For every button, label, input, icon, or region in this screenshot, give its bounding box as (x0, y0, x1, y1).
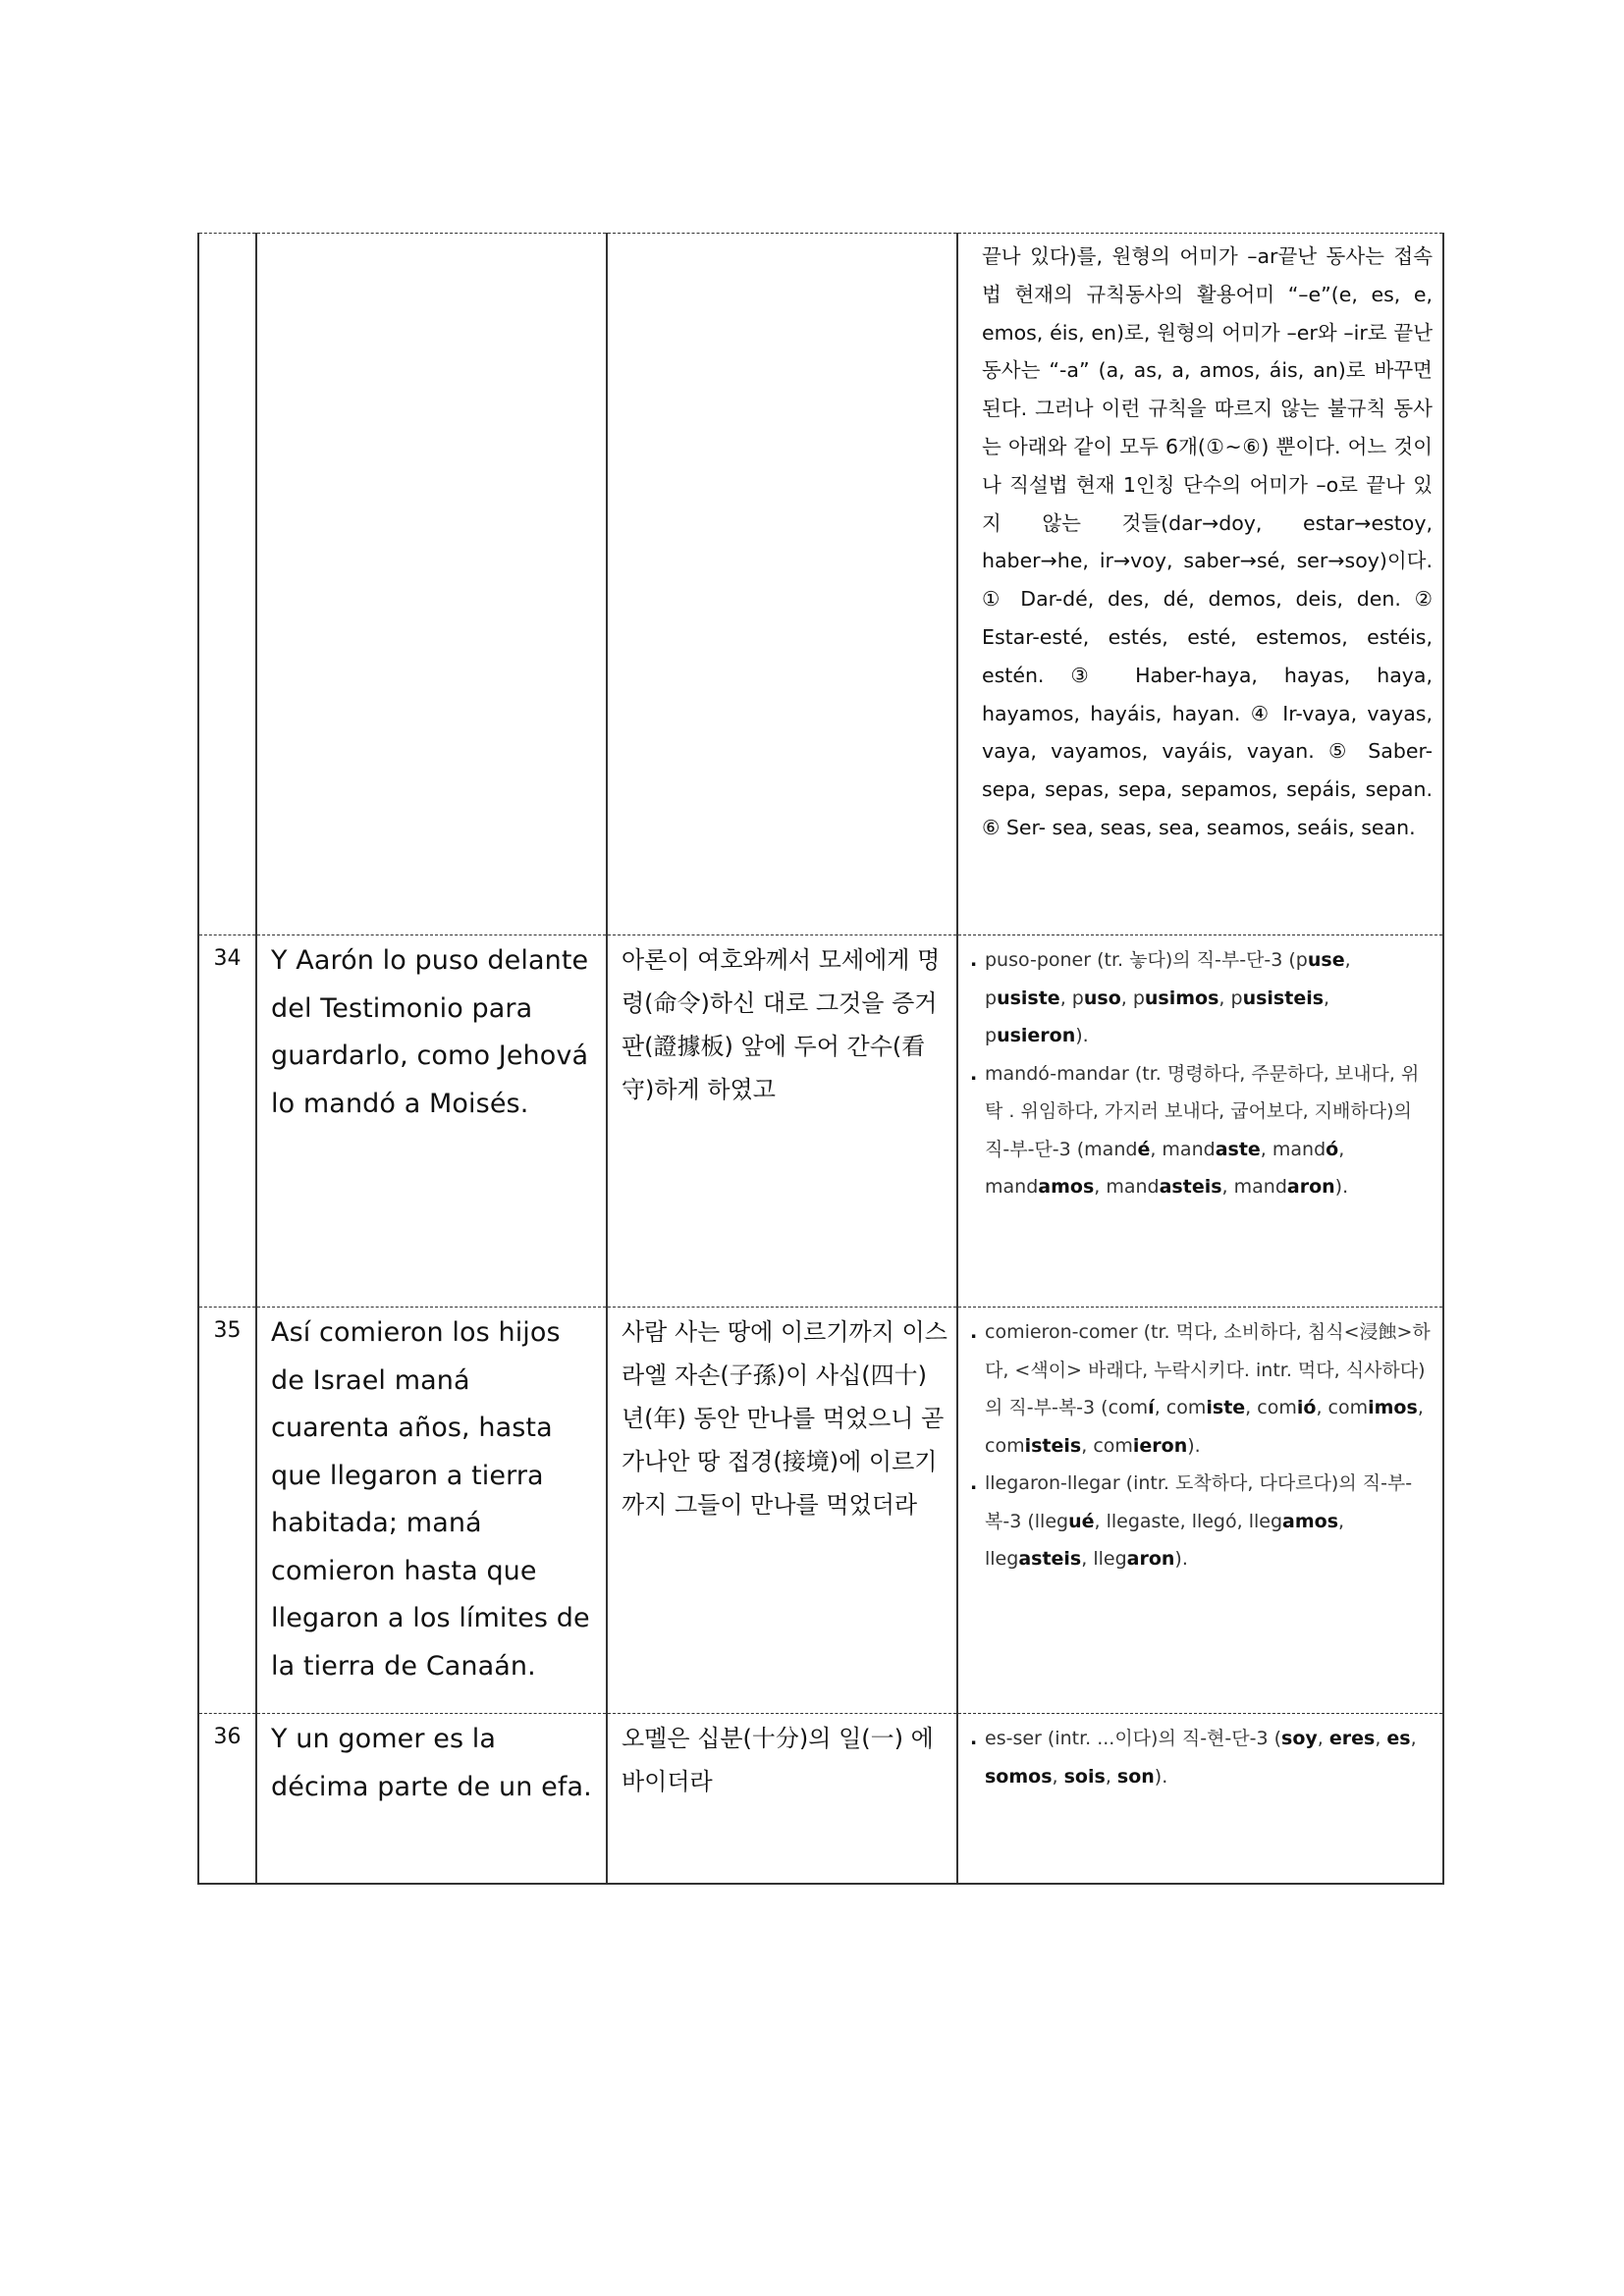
conjugation-form: mandé (1084, 1138, 1151, 1160)
table-row-continuation (198, 234, 1443, 935)
bullet-icon: . (970, 1062, 978, 1085)
grammar-notes-cell (957, 1714, 1443, 1885)
conjugation-form: llegasteis (985, 1548, 1082, 1570)
table-row (198, 1308, 1443, 1714)
bullet-icon: . (970, 1321, 978, 1343)
korean-text-cell: 사람 사는 땅에 이르기까지 이스라엘 자손(子孫)이 사십(四十) 년(年) 동안 만나를 먹었으니 곧 가나안 땅 접경(接境)에 이르기까지 그들이 만나를 먹었더라 (607, 1308, 957, 1714)
verse-table (197, 233, 1444, 1885)
spanish-text-cell (256, 234, 607, 935)
table-row (198, 1714, 1443, 1885)
conjugation-form: sois (1063, 1765, 1106, 1788)
grammar-notes-cell (957, 935, 1443, 1308)
conjugation-form: mandasteis (1106, 1176, 1222, 1198)
grammar-note-cell: 끝나 있다)를, 원형의 어미가 –ar끝난 동사는 접속법 현재의 규칙동사의 활용어미 “–e”(e, es, e, emos, éis, en)로, 원형의 어미가 –er와 –ir로 끝난 동사는 “-a” (a, as, a, amos, áis, an)로 바꾸면 된다. 그러나 이런 규칙을 따르지 않는 불규칙 동사는 아래와 같이 모두 6개(①~⑥) 뿐이다. 어느 것이나 직설법 현재 1인칭 단수의 어미가 –o로 끝나 있지 않는 것들(dar→doy, estar→estoy, haber→he, ir→voy, saber→sé, ser→soy)이다. ① Dar-dé, des, dé, demos, deis, den. ② Estar-esté, estés, esté, estemos, estéis, estén. ③ Haber-haya, hayas, haya, hayamos, hayáis, hayan. ④ Ir-vaya, vayas, vaya, vayamos, vayáis, vayan. ⑤ Saber-sepa, sepas, sepa, sepamos, sepáis, sepan. ⑥ Ser- sea, seas, sea, seamos, seáis, sean. (957, 234, 1443, 935)
conjugation-form: mandó (1272, 1138, 1339, 1160)
conjugation-form: mandaste (1162, 1138, 1261, 1160)
conjugation-form: pusisteis (1230, 987, 1325, 1009)
conjugation-form: soy (1281, 1728, 1318, 1749)
verse-number-cell (198, 234, 256, 935)
conjugation-note: . llegaron-llegar (intr. 도착하다, 다다르다)의 직-부-복-3 (llegué, llegaste, llegó, llegamos, llegasteis, llegaron). (985, 1465, 1435, 1578)
verse-number-cell: 34 (198, 935, 256, 1308)
spanish-text-cell: Y Aarón lo puso delante del Testimonio para guardarlo, como Jehová lo mandó a Moisés. (256, 935, 607, 1308)
table-row (198, 935, 1443, 1308)
bullet-icon: . (970, 949, 978, 971)
verse-number-cell: 35 (198, 1308, 256, 1714)
bullet-icon: . (970, 1472, 978, 1494)
conjugation-form: es (1386, 1728, 1411, 1749)
conjugation-form: pusiste (985, 987, 1060, 1009)
conjugation-form: eres (1328, 1728, 1376, 1749)
conjugation-form: mandamos (985, 1176, 1095, 1198)
conjugation-form: llegó (1191, 1510, 1237, 1532)
grammar-notes-cell (957, 1308, 1443, 1714)
conjugation-form: somos (985, 1765, 1053, 1788)
conjugation-form: puse (1295, 949, 1345, 971)
conjugation-form: comí (1108, 1397, 1155, 1418)
verse-number-cell: 36 (198, 1714, 256, 1885)
conjugation-note: . puso-poner (tr. 놓다)의 직-부-단-3 (puse, pusiste, puso, pusimos, pusisteis, pusieron). (985, 941, 1435, 1055)
conjugation-form: pusieron (985, 1025, 1076, 1046)
conjugation-form: son (1116, 1765, 1155, 1788)
conjugation-form: llegaste (1106, 1510, 1180, 1532)
conjugation-form: puso (1071, 987, 1121, 1009)
conjugation-form: comimos (1327, 1397, 1418, 1418)
conjugation-note: . es-ser (intr. ...이다)의 직-현-단-3 (soy, eres, es, somos, sois, son). (985, 1720, 1435, 1795)
korean-text-cell: 오멜은 십분(十分)의 일(一) 에바이더라 (607, 1714, 957, 1885)
conjugation-form: pusimos (1132, 987, 1219, 1009)
conjugation-form: llegamos (1248, 1510, 1339, 1532)
korean-text-cell: 아론이 여호와께서 모세에게 명령(命令)하신 대로 그것을 증거판(證據板) 앞에 두어 간수(看守)하게 하였고 (607, 935, 957, 1308)
conjugation-form: llegué (1034, 1510, 1095, 1532)
conjugation-form: comiste (1165, 1397, 1246, 1418)
conjugation-form: mandaron (1233, 1176, 1335, 1198)
bullet-icon: . (970, 1728, 978, 1749)
conjugation-note: . comieron-comer (tr. 먹다, 소비하다, 침식<浸蝕>하다, <색이> 바래다, 누락시키다. intr. 먹다, 식사하다)의 직-부-복-3 (comí, comiste, comió, comimos, comisteis, comieron). (985, 1313, 1435, 1465)
korean-text-cell (607, 234, 957, 935)
spanish-text-cell: Y un gomer es la décima parte de un efa. (256, 1714, 607, 1885)
spanish-text-cell: Así comieron los hijos de Israel maná cuarenta años, hasta que llegaron a tierra habitada; maná comieron hasta que llegaron a los límites de la tierra de Canaán. (256, 1308, 607, 1714)
conjugation-form: comió (1257, 1397, 1317, 1418)
conjugation-note: . mandó-mandar (tr. 명령하다, 주문하다, 보내다, 위탁 . 위임하다, 가지러 보내다, 굽어보다, 지배하다)의 직-부-단-3 (mandé, mandaste, mandó, mandamos, mandasteis, mandaron). (985, 1055, 1435, 1206)
conjugation-form: llegaron (1093, 1548, 1175, 1570)
conjugation-form: comieron (1093, 1434, 1188, 1457)
conjugation-form: comisteis (985, 1434, 1082, 1457)
